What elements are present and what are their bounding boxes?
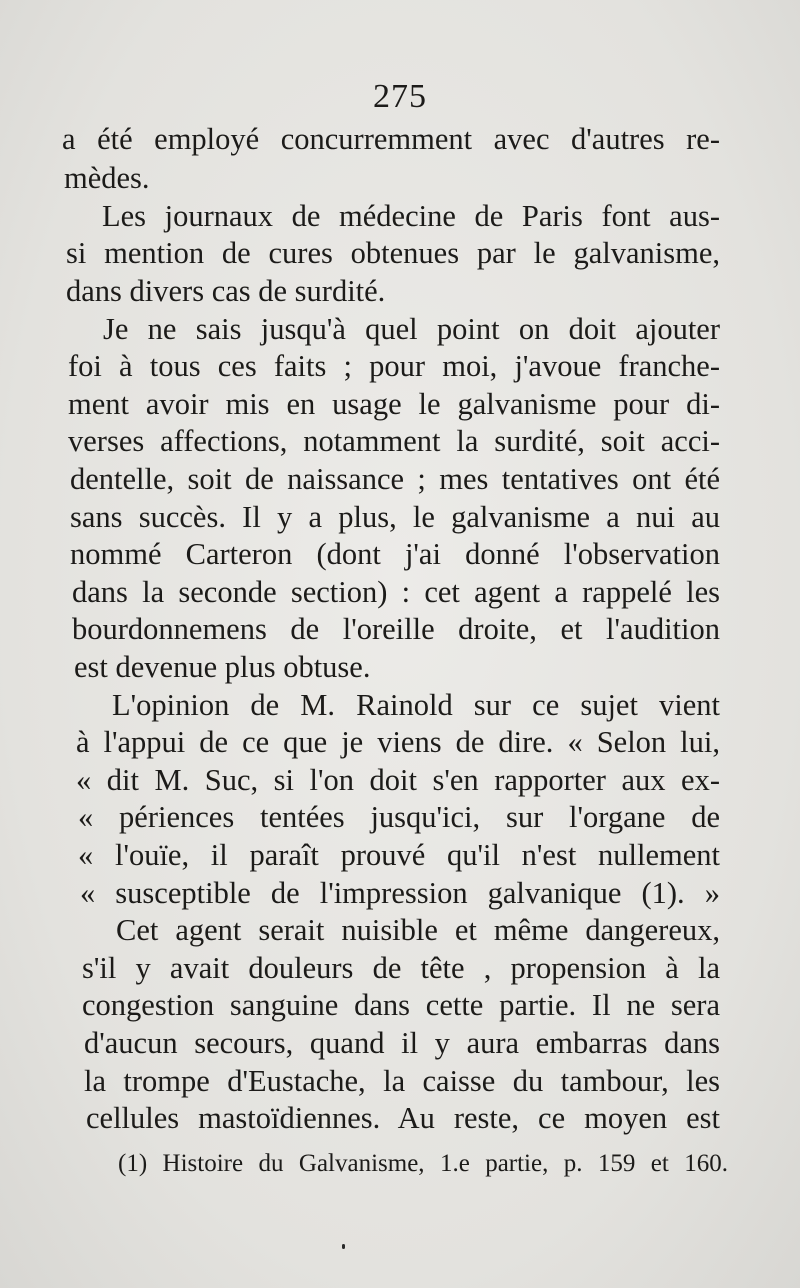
text-line: « l'ouïe, il paraît prouvé qu'il n'est nullement bbox=[78, 838, 720, 872]
text-line: d'aucun secours, quand il y aura embarras dans bbox=[84, 1026, 720, 1060]
text-line: à l'appui de ce que je viens de dire. « Selon lui, bbox=[76, 725, 720, 759]
text-line: foi à tous ces faits ; pour moi, j'avoue franche- bbox=[68, 349, 720, 383]
text-line: ment avoir mis en usage le galvanisme pour di- bbox=[68, 387, 720, 421]
text-line: verses affections, notamment la surdité, soit acci- bbox=[68, 424, 720, 458]
page-number: 275 bbox=[373, 78, 427, 115]
text-line: Cet agent serait nuisible et même dangereux, bbox=[116, 913, 720, 947]
footnote: (1) Histoire du Galvanisme, 1.e partie, p. 159 et 160. bbox=[118, 1150, 728, 1177]
text-line: L'opinion de M. Rainold sur ce sujet vient bbox=[112, 688, 720, 722]
text-line: congestion sanguine dans cette partie. Il ne sera bbox=[82, 988, 720, 1022]
text-line: dans la seconde section) : cet agent a rappelé les bbox=[72, 575, 720, 609]
text-line: bourdonnemens de l'oreille droite, et l'audition bbox=[72, 612, 720, 646]
text-line: « dit M. Suc, si l'on doit s'en rapporter aux ex- bbox=[76, 763, 720, 797]
text-line: est devenue plus obtuse. bbox=[74, 650, 371, 684]
text-line: Je ne sais jusqu'à quel point on doit ajouter bbox=[103, 312, 720, 346]
text-line: dans divers cas de surdité. bbox=[66, 274, 386, 308]
text-line: mèdes. bbox=[64, 161, 150, 195]
text-line: dentelle, soit de naissance ; mes tentatives ont été bbox=[70, 462, 720, 496]
text-line: sans succès. Il y a plus, le galvanisme a nui au bbox=[70, 500, 720, 534]
ink-speck bbox=[342, 1244, 345, 1249]
text-line: cellules mastoïdiennes. Au reste, ce moyen est bbox=[86, 1101, 720, 1135]
text-line: « périences tentées jusqu'ici, sur l'organe de bbox=[78, 800, 720, 834]
text-line: Les journaux de médecine de Paris font aus- bbox=[102, 199, 720, 233]
text-line: s'il y avait douleurs de tête , propension à la bbox=[82, 951, 720, 985]
text-line: si mention de cures obtenues par le galvanisme, bbox=[66, 236, 720, 270]
text-line: la trompe d'Eustache, la caisse du tambour, les bbox=[84, 1064, 720, 1098]
text-line: a été employé concurremment avec d'autres re- bbox=[62, 122, 720, 156]
text-line: nommé Carteron (dont j'ai donné l'observation bbox=[70, 537, 720, 571]
text-line: « susceptible de l'impression galvanique (1). » bbox=[80, 876, 720, 910]
